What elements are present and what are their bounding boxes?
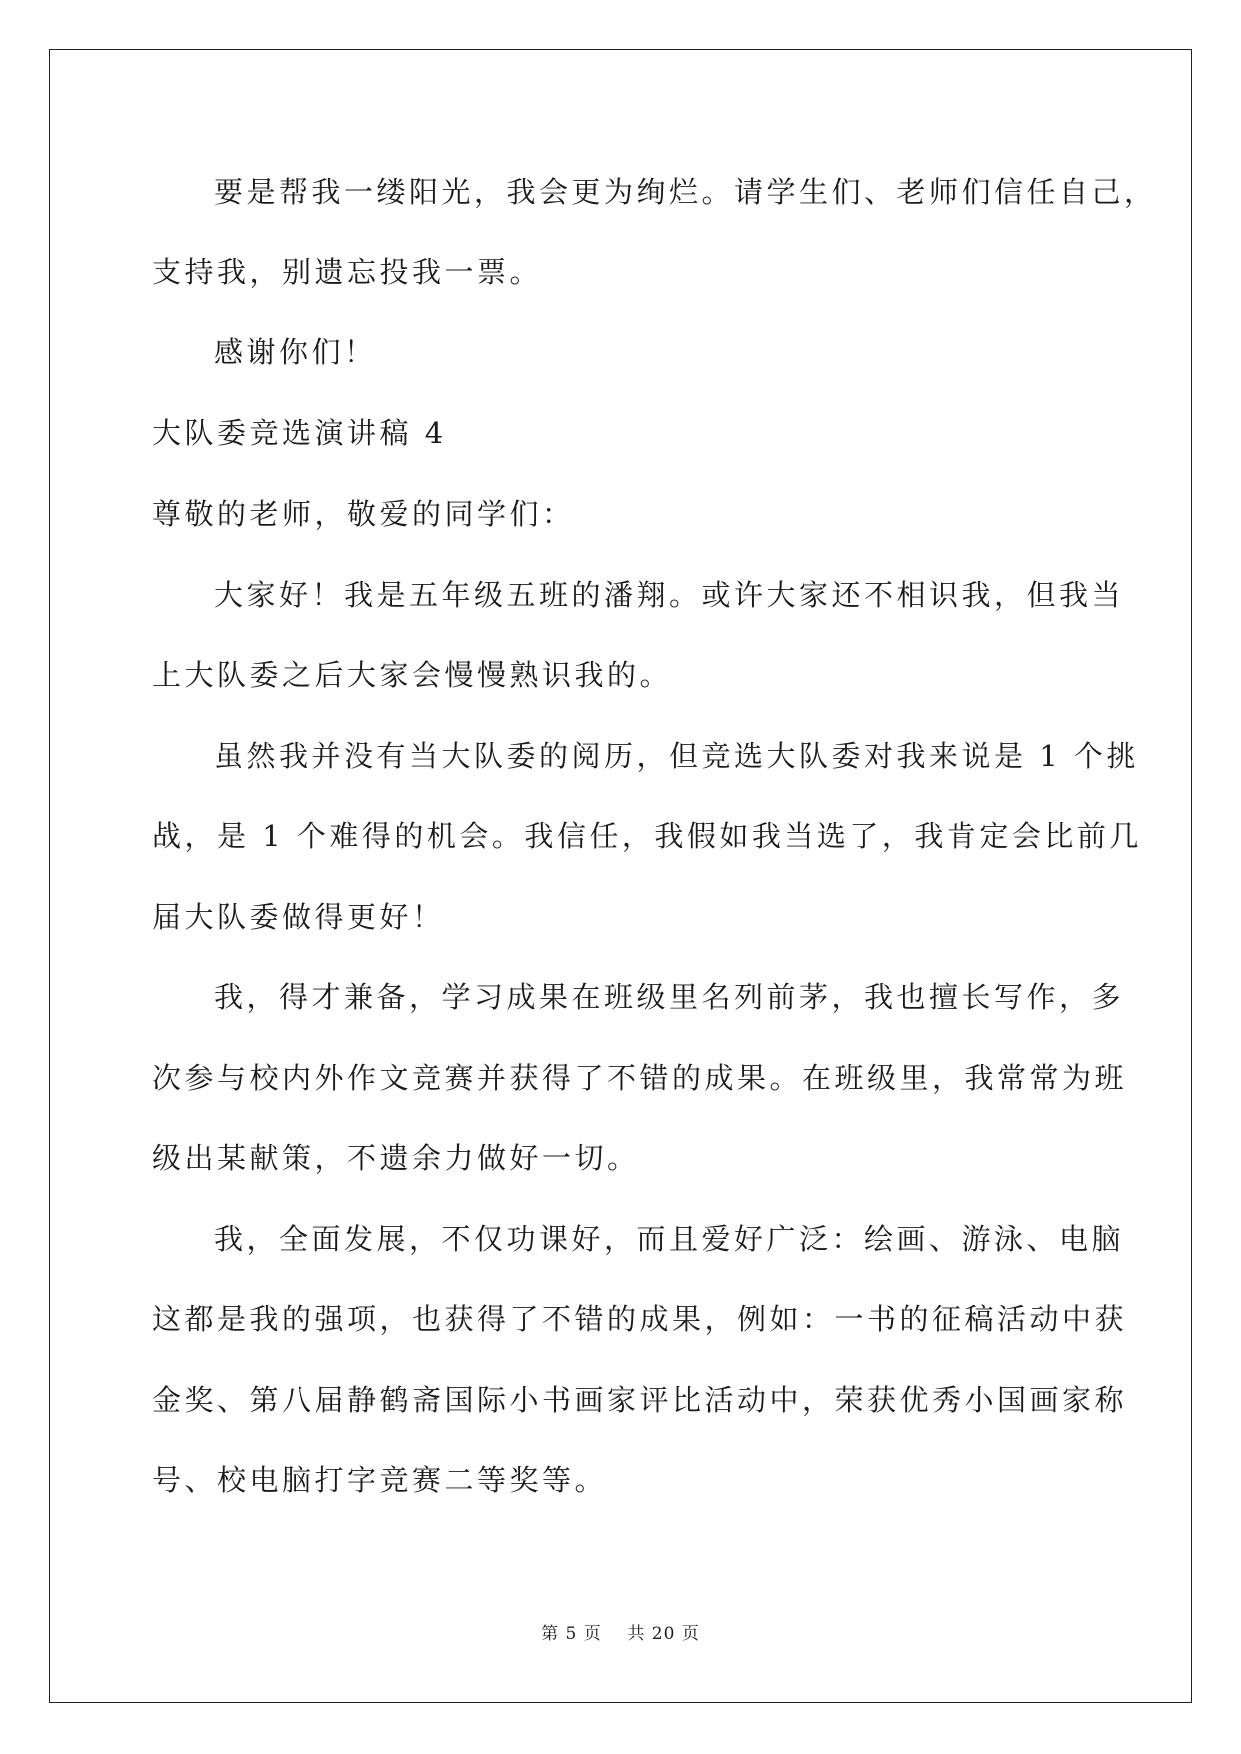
page-number-footer: 第 5 页 共 20 页: [541, 1624, 700, 1644]
paragraph-line: 感谢你们！: [214, 335, 377, 369]
paragraph-line: 上大队委之后大家会慢慢熟识我的。: [152, 658, 673, 692]
paragraph-line: 这都是我的强项，也获得了不错的成果，例如：一书的征稿活动中获: [152, 1302, 1128, 1336]
paragraph-line: 我，得才兼备，学习成果在班级里名列前茅，我也擅长写作，多: [214, 980, 1125, 1014]
paragraph-line: 虽然我并没有当大队委的阅历，但竞选大队委对我来说是 1 个挑: [214, 739, 1139, 773]
page-border: [49, 49, 1192, 1703]
paragraph-line: 金奖、第八届静鹤斋国际小书画家评比活动中，荣获优秀小国画家称: [152, 1383, 1128, 1417]
paragraph-line: 要是帮我一缕阳光，我会更为绚烂。请学生们、老师们信任自己，: [214, 175, 1157, 209]
paragraph-line: 我，全面发展，不仅功课好，而且爱好广泛：绘画、游泳、电脑: [214, 1222, 1125, 1256]
section-heading: 大队委竞选演讲稿 4: [152, 416, 447, 450]
paragraph-line: 战，是 1 个难得的机会。我信任，我假如我当选了，我肯定会比前几: [152, 819, 1142, 853]
paragraph-line: 次参与校内外作文竞赛并获得了不错的成果。在班级里，我常常为班: [152, 1061, 1128, 1095]
paragraph-line: 号、校电脑打字竞赛二等奖等。: [152, 1463, 608, 1497]
paragraph-line: 大家好！我是五年级五班的潘翔。或许大家还不相识我，但我当: [214, 578, 1125, 612]
paragraph-line: 支持我，别遗忘投我一票。: [152, 255, 543, 289]
salutation: 尊敬的老师，敬爱的同学们：: [152, 497, 575, 531]
paragraph-line: 级出某献策，不遗余力做好一切。: [152, 1141, 640, 1175]
paragraph-line: 届大队委做得更好！: [152, 900, 445, 934]
